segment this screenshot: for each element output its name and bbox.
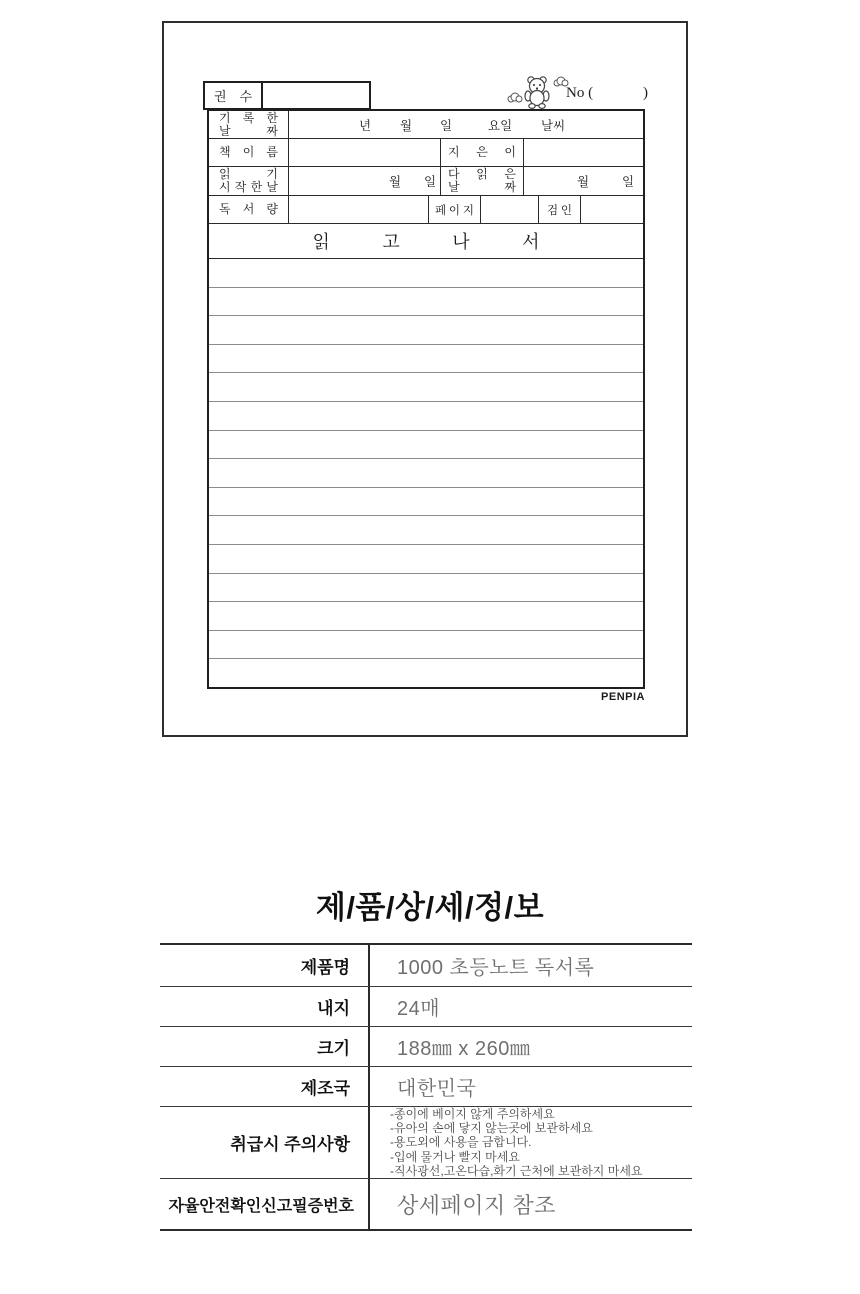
table-row bbox=[160, 945, 692, 987]
country-label: 제조국 bbox=[160, 1067, 370, 1106]
safety-cert-value: 상세페이지 참조 bbox=[397, 1192, 556, 1218]
record-date-label: 기 록 한 날 짜 bbox=[209, 111, 289, 138]
country-value: 대한민국 bbox=[397, 1078, 477, 1100]
table-row bbox=[160, 987, 692, 1027]
reading-amount-row bbox=[209, 196, 643, 224]
product-photo bbox=[162, 21, 688, 737]
ruled-line bbox=[209, 545, 643, 574]
author-label: 지 은 이 bbox=[441, 139, 524, 166]
brand-logo-text: PENPIA bbox=[601, 691, 645, 703]
volume-char: 수 bbox=[239, 89, 252, 104]
record-date-row bbox=[209, 111, 643, 139]
ruled-line bbox=[209, 402, 643, 431]
ruled-line bbox=[209, 288, 643, 317]
finish-date-label: 다 읽 은 날 짜 bbox=[441, 167, 524, 195]
table-row bbox=[160, 1027, 692, 1067]
no-label: No ( bbox=[566, 85, 594, 101]
no-close-paren: ) bbox=[643, 85, 648, 101]
size-value: 188㎜ x 260㎜ bbox=[397, 1038, 531, 1060]
warning-line: -직사광선,고온다습,화기 근처에 보관하지 마세요 bbox=[390, 1164, 643, 1179]
table-row bbox=[160, 1067, 692, 1107]
warning-line: -입에 물거나 빨지 마세요 bbox=[390, 1149, 520, 1164]
teddy-bear-icon bbox=[505, 73, 569, 109]
volume-char: 권 bbox=[214, 89, 227, 104]
handling-label: 취급시 주의사항 bbox=[160, 1107, 370, 1178]
ruled-writing-area bbox=[209, 259, 643, 687]
ruled-line bbox=[209, 316, 643, 345]
book-name-row bbox=[209, 139, 643, 167]
page-input-area bbox=[481, 196, 539, 223]
start-finish-date-row bbox=[209, 167, 643, 196]
warning-line: -종이에 베이지 않게 주의하세요 bbox=[390, 1106, 555, 1121]
start-date-label: 읽 기 시 작 한 날 bbox=[209, 167, 289, 195]
ruled-line bbox=[209, 373, 643, 402]
warning-line: -유아의 손에 닿지 않는곳에 보관하세요 bbox=[390, 1120, 593, 1135]
reading-log-form bbox=[207, 109, 645, 689]
handling-warnings bbox=[370, 1107, 692, 1178]
inner-pages-label: 내지 bbox=[160, 987, 370, 1026]
inner-pages-value: 24매 bbox=[397, 998, 441, 1020]
finish-date-input-area: 월 일 bbox=[577, 175, 635, 189]
volume-tab bbox=[203, 81, 371, 110]
ruled-line bbox=[209, 259, 643, 288]
ruled-line bbox=[209, 431, 643, 460]
reading-amount-input-area bbox=[289, 196, 429, 223]
volume-label bbox=[205, 83, 263, 108]
stamp-label: 검 인 bbox=[539, 196, 581, 223]
table-row bbox=[160, 1107, 692, 1179]
product-details-table bbox=[160, 943, 692, 1231]
ruled-line bbox=[209, 659, 643, 687]
page-label: 페 이 지 bbox=[429, 196, 481, 223]
reading-amount-label: 독 서 량 bbox=[209, 196, 289, 223]
product-name-value: 1000 초등노트 독서록 bbox=[397, 957, 595, 979]
start-date-input-area: 월 일 bbox=[289, 167, 441, 195]
ruled-line bbox=[209, 631, 643, 660]
no-field bbox=[566, 85, 648, 102]
ruled-line bbox=[209, 488, 643, 517]
stamp-input-area bbox=[581, 196, 643, 223]
after-reading-title: 읽 고 나 서 bbox=[209, 224, 643, 259]
ruled-line bbox=[209, 345, 643, 374]
ruled-line bbox=[209, 459, 643, 488]
product-details-title: 제/품/상/세/정/보 bbox=[315, 890, 545, 925]
size-label: 크기 bbox=[160, 1027, 370, 1066]
author-input-area bbox=[524, 139, 643, 166]
record-date-input-area: 년 월 일 요일 날씨 bbox=[359, 118, 566, 133]
ruled-line bbox=[209, 602, 643, 631]
warning-line: -용도외에 사용을 금합니다. bbox=[390, 1135, 532, 1150]
product-name-label: 제품명 bbox=[160, 945, 370, 986]
ruled-line bbox=[209, 516, 643, 545]
book-name-label: 책 이 름 bbox=[209, 139, 289, 166]
table-row bbox=[160, 1179, 692, 1229]
book-name-input-area bbox=[289, 139, 441, 166]
safety-cert-label: 자율안전확인신고필증번호 bbox=[160, 1179, 370, 1229]
ruled-line bbox=[209, 574, 643, 603]
